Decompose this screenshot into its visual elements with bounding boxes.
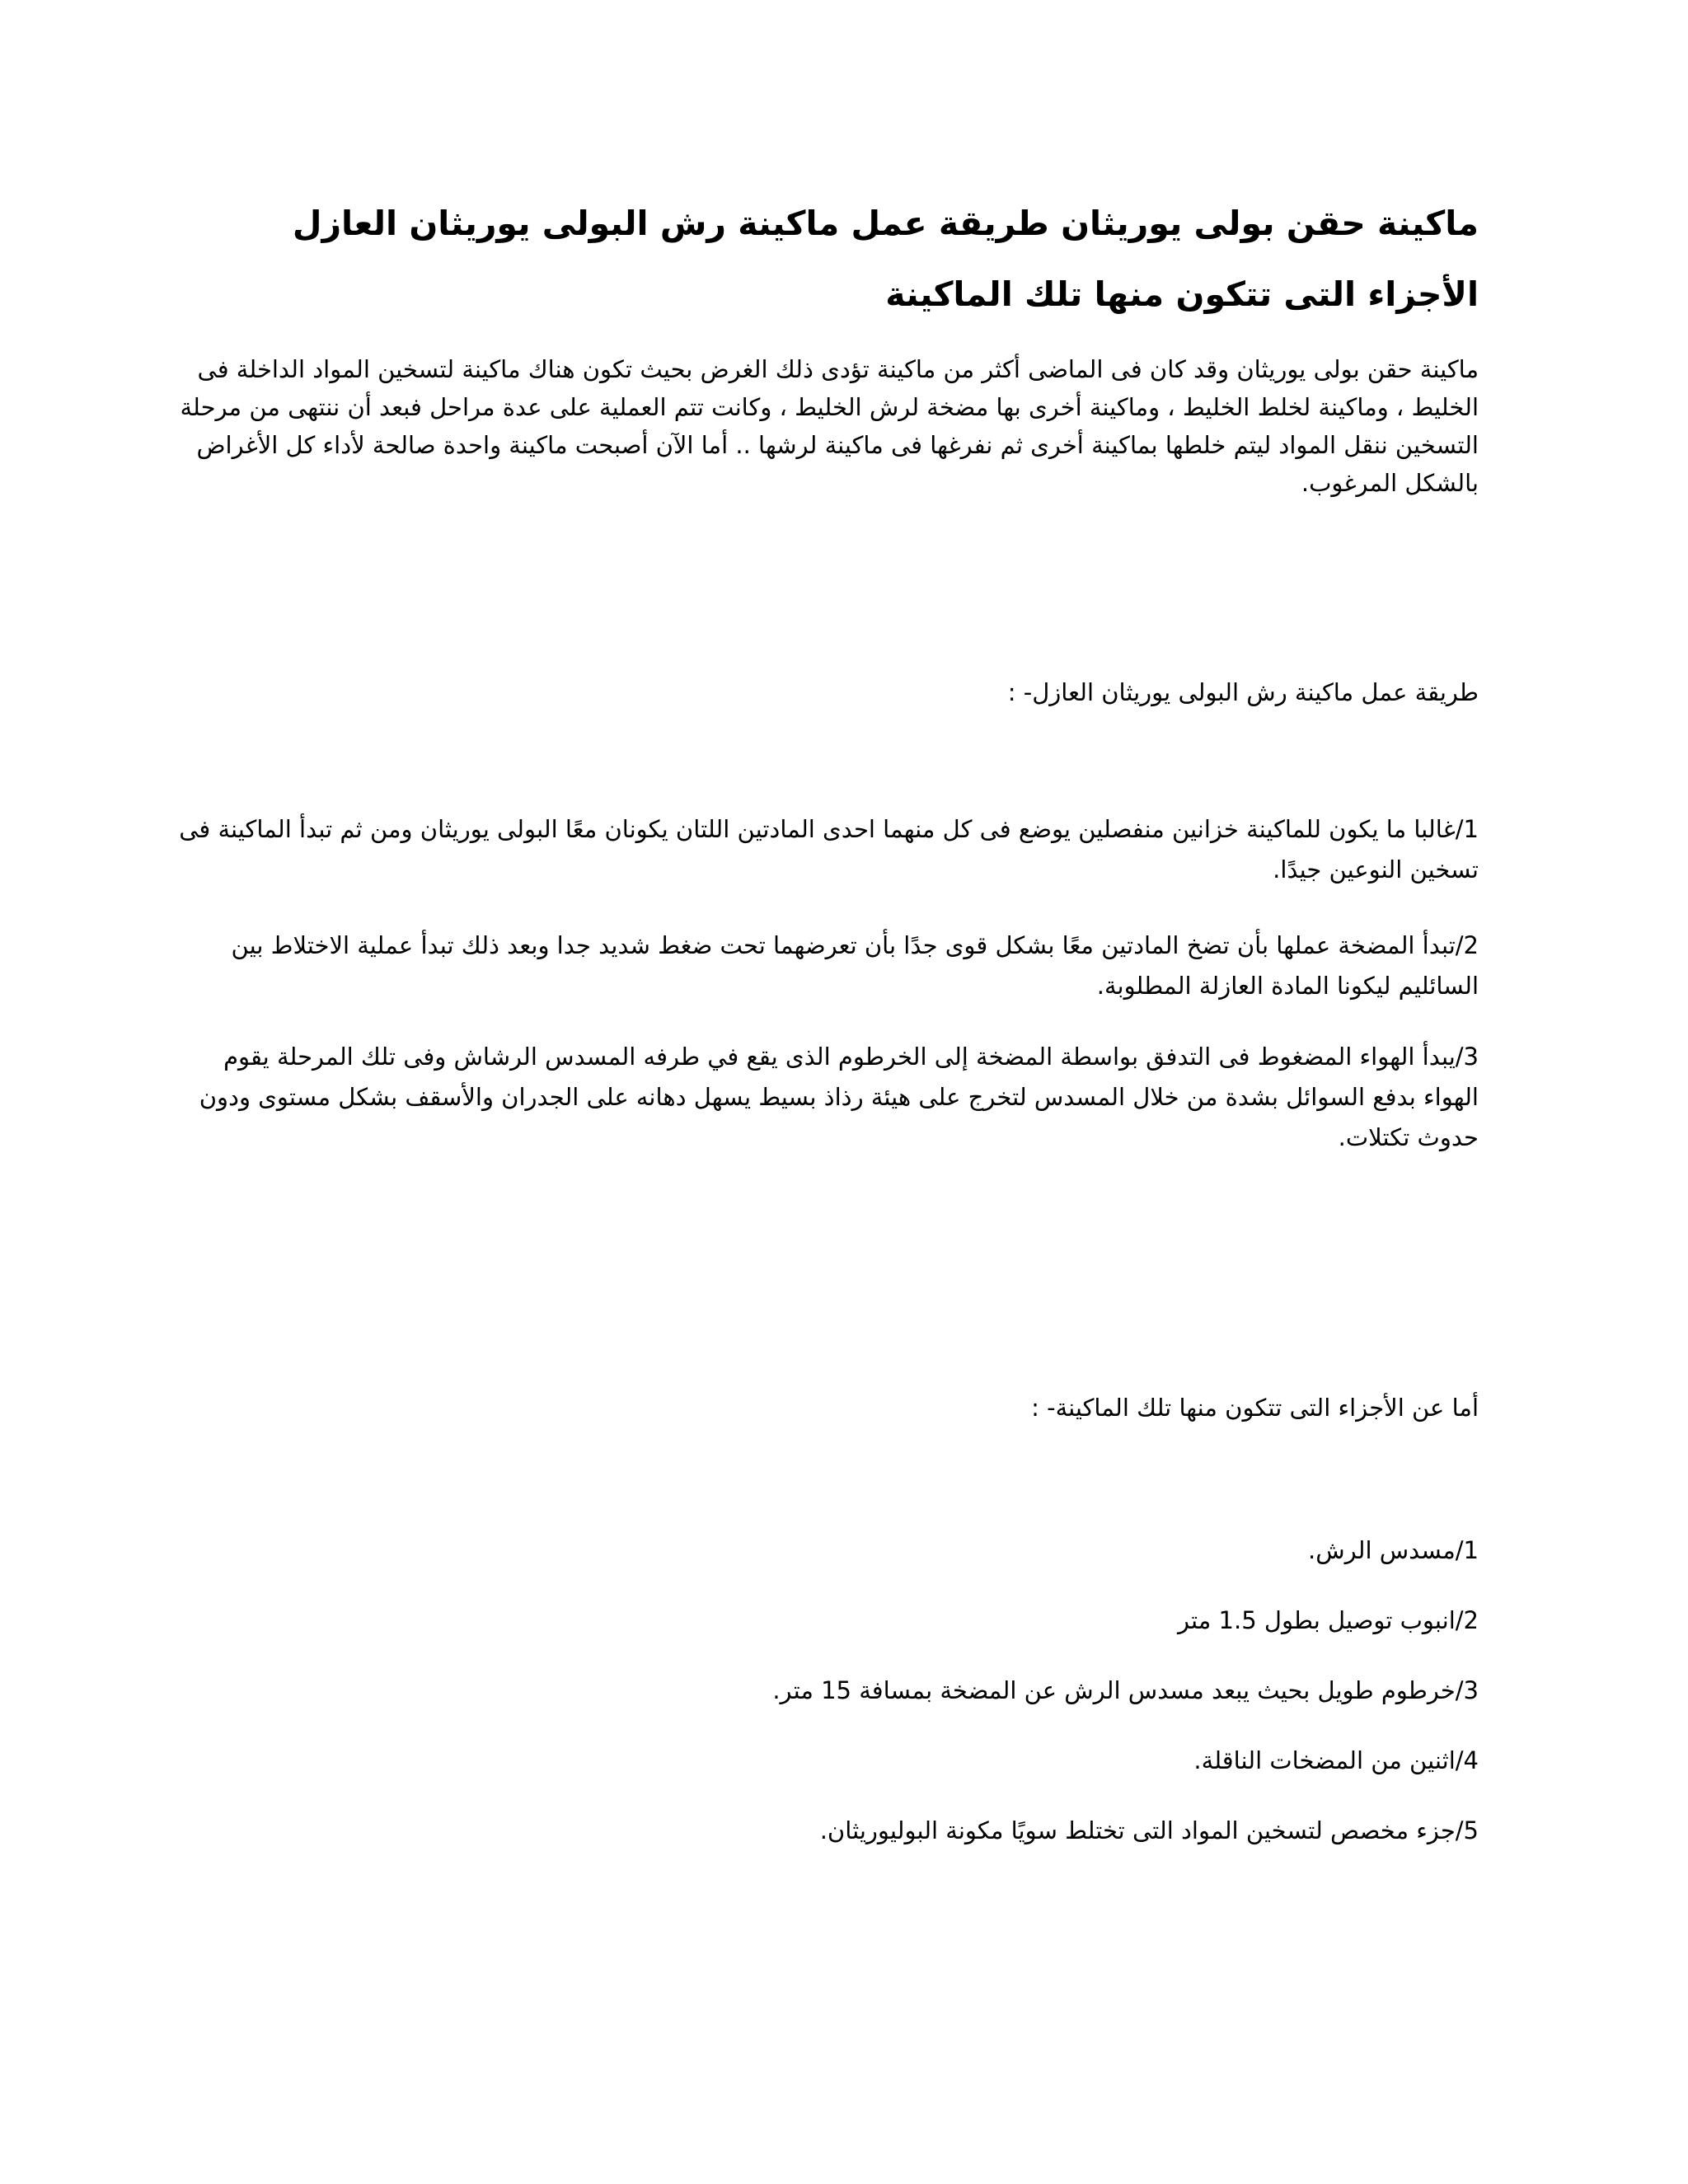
method-step-3: 3/يبدأ الهواء المضغوط فى التدفق بواسطة المضخة إلى الخرطوم الذى يقع في طرفه المسدس الرشاش وفى تلك المرحلة يقوم الهواء بدفع السوائل بشدة من خلال المسدس لتخرج على هيئة رذاذ بسيط يسهل دهانه على الجدران والأسقف بشكل مستوى ودون حدوث تكتلات. xyxy=(199,1043,1479,1151)
part-item-5: 5/جزء مخصص لتسخين المواد التى تختلط سويًا مكونة البوليوريثان. xyxy=(819,1816,1479,1844)
method-step-2: 2/تبدأ المضخة عملها بأن تضخ المادتين معًا بشكل قوى جدًا بأن تعرضهما تحت ضغط شديد جدا وبعد ذلك تبدأ عملية الاختلاط بين السائليم ليكونا المادة العازلة المطلوبة. xyxy=(231,931,1479,1000)
parts-heading: أما عن الأجزاء التى تتكون منها تلك الماكينة- : xyxy=(1031,1394,1479,1422)
part-item-1: 1/مسدس الرش. xyxy=(1308,1536,1479,1564)
intro-paragraph: ماكينة حقن بولى يوريثان وقد كان فى الماضى أكثر من ماكينة تؤدى ذلك الغرض بحيث تكون هناك ماكينة لتسخين المواد الداخلة فى الخليط ، وماكينة لخلط الخليط ، وماكينة أخرى بها مضخة لرش الخليط ، وكانت تتم العملية على عدة مراحل فبعد أن ننتهى من مرحلة التسخين ننقل المواد ليتم خلطها بماكينة أخرى ثم نفرغها فى ماكينة لرشها .. أما الآن أصبحت ماكينة واحدة صالحة لأداء كل الأغراض بالشكل المرغوب. xyxy=(180,355,1479,497)
title-line-2: الأجزاء التى تتكون منها تلك الماكينة xyxy=(885,274,1479,314)
page-title xyxy=(275,188,1479,330)
method-step-1: 1/غالبا ما يكون للماكينة خزانين منفصلين يوضع فى كل منهما احدى المادتين اللتان يكونان معًا البولى يوريثان ومن ثم تبدأ الماكينة فى تسخين النوعين جيدًا. xyxy=(179,815,1479,883)
part-item-3: 3/خرطوم طويل بحيث يبعد مسدس الرش عن المضخة بمسافة 15 متر. xyxy=(772,1676,1479,1704)
title-line-1: ماكينة حقن بولى يوريثان طريقة عمل ماكينة رش البولى يوريثان العازل xyxy=(292,204,1479,243)
part-item-4: 4/اثنين من المضخات الناقلة. xyxy=(1193,1746,1479,1774)
part-item-2: 2/انبوب توصيل بطول 1.5 متر xyxy=(1178,1606,1479,1634)
method-heading: طريقة عمل ماكينة رش البولى يوريثان العازل- : xyxy=(1007,678,1479,706)
